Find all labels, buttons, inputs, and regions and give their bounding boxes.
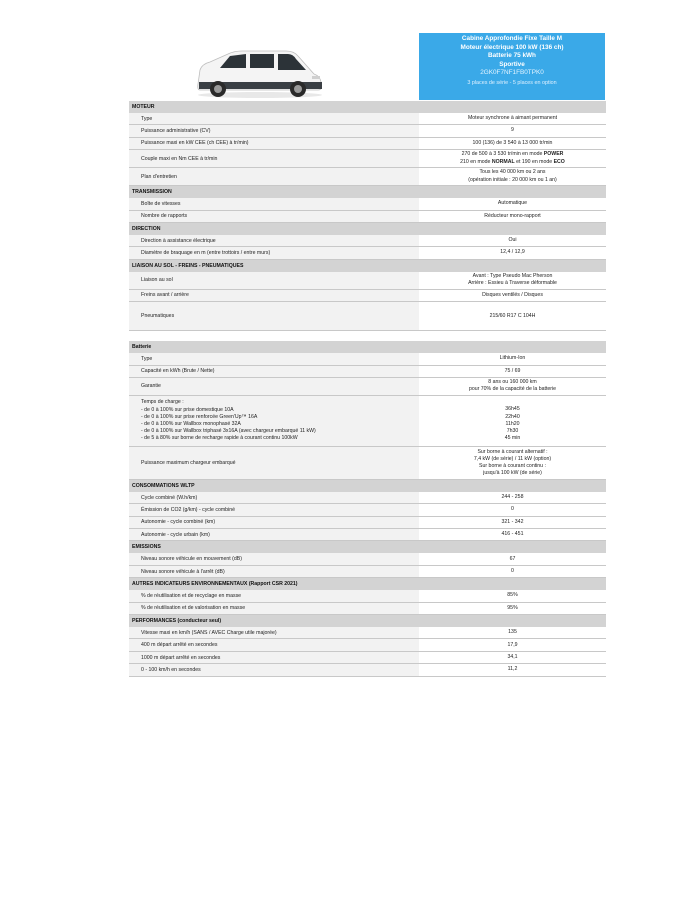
row-label: Diamètre de braquage en m (entre trottoirs / entre murs) xyxy=(129,247,419,258)
row-label: 1000 m départ arrêté en secondes xyxy=(129,652,419,663)
row-value: Tous les 40 000 km ou 2 ans (opération initiale : 20 000 km ou 1 an) xyxy=(468,169,557,183)
row-value: Lithium-Ion xyxy=(499,355,526,362)
row-value: Réducteur mono-rapport xyxy=(484,212,541,219)
version-code: 2GK0F7NF1FB0TPK0 xyxy=(480,69,544,77)
spec-table xyxy=(129,101,606,677)
row-value: Moteur synchrone à aimant permanent xyxy=(467,115,558,122)
row-label: Capacité en kWh (Brute / Nette) xyxy=(129,366,419,377)
spec-row xyxy=(129,302,606,331)
spec-row xyxy=(129,664,606,676)
version-title: Cabine Approfondie Fixe Taille M xyxy=(461,35,563,42)
seats-note: 3 places de série - 5 places en option xyxy=(467,79,557,86)
spec-row xyxy=(129,290,606,302)
row-label: 400 m départ arrêté en secondes xyxy=(129,639,419,650)
row-value: 17,9 xyxy=(507,641,518,648)
engine-line: Moteur électrique 100 kW (136 ch) xyxy=(460,43,564,51)
row-value: 75 / 69 xyxy=(504,367,521,374)
row-label: Niveau sonore véhicule à l'arrêt (dB) xyxy=(129,566,419,577)
spec-row xyxy=(129,366,606,378)
row-label: Vitesse maxi en km/h (SANS / AVEC Charge utile majorée) xyxy=(129,627,419,638)
spacer xyxy=(129,331,606,341)
section-batterie: Batterie xyxy=(129,341,606,353)
row-value: Disques ventilés / Disques xyxy=(482,291,543,298)
section-perf: PERFORMANCES (conducteur seul) xyxy=(129,615,606,627)
row-label: Nombre de rapports xyxy=(129,211,419,222)
row-label: Temps de charge : - de 0 à 100% sur prise domestique 10A - de 0 à 100% sur prise renforcée Green'Up™ 16A - de 0 à 100% sur Wallbox monophasé 32A - de 0 à 100% sur Wallbox triphasé 3x16A (avec chargeur embarqué 11 kW) - de 5 à 80% sur borne de recharge rapide à courant continu 100kW xyxy=(129,396,419,446)
row-label: Puissance administrative (CV) xyxy=(129,125,419,136)
row-label: Liaison au sol xyxy=(129,272,419,289)
row-label: Boîte de vitesses xyxy=(129,198,419,209)
row-value: 12,4 / 12,9 xyxy=(500,249,525,256)
row-label: Pneumatiques xyxy=(129,302,419,330)
finish-line: Sportive xyxy=(499,60,525,68)
row-label: Autonomie - cycle urbain (km) xyxy=(129,529,419,540)
row-value: 67 xyxy=(509,555,516,562)
version-header xyxy=(419,33,605,100)
row-label: Cycle combiné (W.h/km) xyxy=(129,492,419,503)
row-value: 36h45 22h40 11h20 7h30 45 min xyxy=(504,406,521,442)
row-label: Niveau sonore véhicule en mouvement (dB) xyxy=(129,553,419,564)
spec-row xyxy=(129,138,606,150)
row-label: % de réutilisation et de recyclage en masse xyxy=(129,590,419,601)
row-value: 321 - 342 xyxy=(501,518,524,525)
row-label: Puissance maximum chargeur embarqué xyxy=(129,447,419,479)
spec-row xyxy=(129,553,606,565)
row-label: Direction à assistance électrique xyxy=(129,235,419,246)
row-value: 34,1 xyxy=(507,653,518,660)
spec-row xyxy=(129,198,606,210)
spec-row xyxy=(129,652,606,664)
spec-row xyxy=(129,272,606,290)
spec-row xyxy=(129,353,606,365)
row-value: 85% xyxy=(507,592,518,599)
section-moteur: MOTEUR xyxy=(129,101,606,113)
section-liaison: LIAISON AU SOL - FREINS - PNEUMATIQUES xyxy=(129,260,606,272)
section-autres: AUTRES INDICATEURS ENVIRONNEMENTAUX (Rapport CSR 2021) xyxy=(129,578,606,590)
row-value: 135 xyxy=(508,629,517,636)
section-transmission: TRANSMISSION xyxy=(129,186,606,198)
spec-row xyxy=(129,396,606,447)
spec-row xyxy=(129,566,606,578)
spec-row xyxy=(129,211,606,223)
row-label: Plan d'entretien xyxy=(129,168,419,185)
row-value: 416 - 451 xyxy=(501,531,524,538)
row-value: 270 de 500 à 3 530 tr/min en mode POWER 210 en mode NORMAL et 190 en mode ECO xyxy=(460,151,565,165)
spec-row xyxy=(129,590,606,602)
row-value: Avant : Type Pseudo Mac Pherson Arrière : Essieu à Traverse déformable xyxy=(468,273,557,287)
row-value: 95% xyxy=(507,604,518,611)
spec-row xyxy=(129,168,606,186)
spec-row xyxy=(129,603,606,615)
section-emissions: EMISSIONS xyxy=(129,541,606,553)
row-label: Puissance maxi en kW CEE (ch CEE) à tr/min) xyxy=(129,138,419,149)
row-label: Garantie xyxy=(129,378,419,395)
row-value: 0 xyxy=(511,506,514,513)
spec-row xyxy=(129,247,606,259)
row-label: Freins avant / arrière xyxy=(129,290,419,301)
spec-row xyxy=(129,517,606,529)
row-value: 215/60 R17 C 104H xyxy=(489,312,536,319)
row-label: % de réutilisation et de valorisation en masse xyxy=(129,603,419,614)
row-value: 100 (136) de 3 540 à 13 000 tr/min xyxy=(472,139,553,146)
row-value: 8 ans ou 160 000 km pour 70% de la capacité de la batterie xyxy=(468,379,557,393)
spec-row xyxy=(129,492,606,504)
row-value: Sur borne à courant alternatif : 7,4 kW (de série) / 11 kW (option) Sur borne à courant continu : jusqu'à 100 kW (de série) xyxy=(473,448,552,477)
spec-row xyxy=(129,504,606,516)
spec-row xyxy=(129,639,606,651)
van-image xyxy=(190,40,330,100)
row-value: 0 xyxy=(511,567,514,574)
battery-line: Batterie 75 kWh xyxy=(488,52,536,60)
spec-row xyxy=(129,235,606,247)
section-direction: DIRECTION xyxy=(129,223,606,235)
row-label: Autonomie - cycle combiné (km) xyxy=(129,517,419,528)
row-value: Automatique xyxy=(497,200,528,207)
spec-row xyxy=(129,113,606,125)
spec-row xyxy=(129,627,606,639)
row-label: Type xyxy=(129,353,419,364)
spec-row xyxy=(129,125,606,137)
row-label: 0 - 100 km/h en secondes xyxy=(129,664,419,675)
row-value: Oui xyxy=(508,237,517,244)
spec-row xyxy=(129,529,606,541)
row-label: Type xyxy=(129,113,419,124)
spec-row xyxy=(129,150,606,168)
row-value: 244 - 258 xyxy=(501,494,524,500)
row-label: Couple maxi en Nm CEE à tr/min xyxy=(129,150,419,167)
row-value: 9 xyxy=(511,127,514,134)
spec-row xyxy=(129,378,606,396)
spec-row xyxy=(129,447,606,480)
section-conso: CONSOMMATIONS WLTP xyxy=(129,480,606,492)
row-label: Émission de CO2 (g/km) - cycle combiné xyxy=(129,504,419,515)
row-value: 11,2 xyxy=(507,666,518,673)
